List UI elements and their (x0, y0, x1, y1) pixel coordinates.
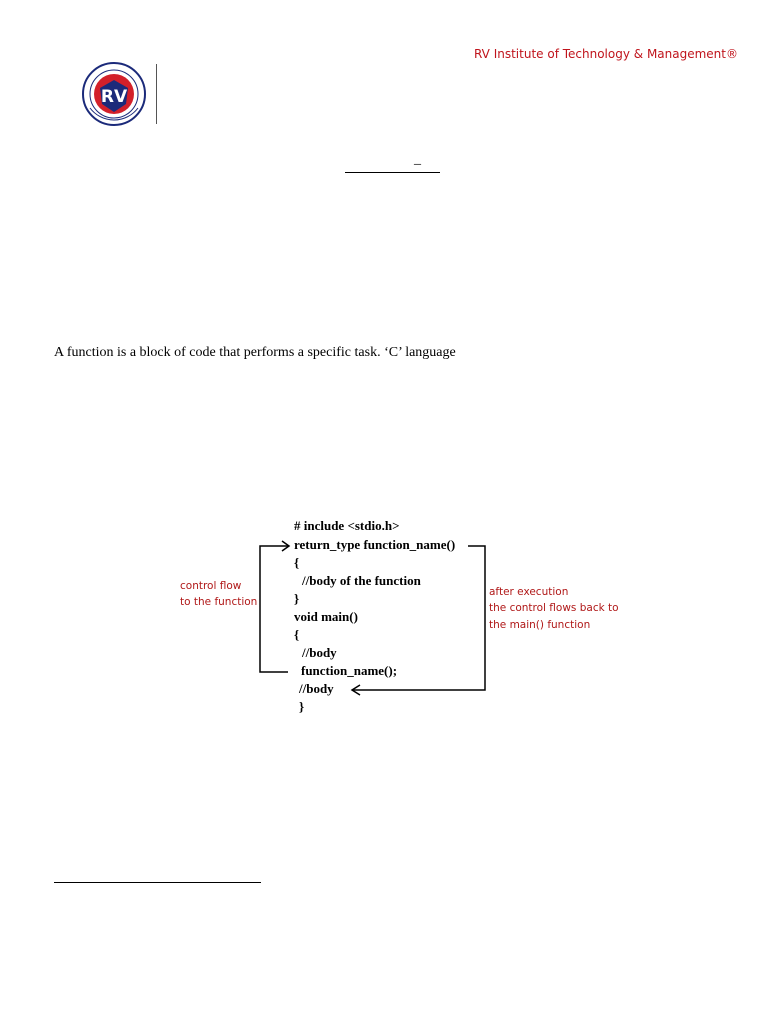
code-line-main-close-brace: } (299, 699, 305, 714)
intro-paragraph: A function is a block of code that performs a specific task. ‘C’ language (54, 345, 456, 360)
institute-name: RV Institute of Technology & Management® (474, 47, 738, 61)
right-note-line-2: the control flows back to (489, 602, 619, 614)
code-line-main-open-brace: { (294, 627, 300, 642)
code-line-main: void main() (294, 609, 358, 624)
right-note-line-3: the main() function (489, 619, 591, 631)
code-line-include: # include <stdio.h> (294, 518, 400, 533)
title-dash: _ (414, 152, 421, 167)
logo-divider (156, 64, 157, 124)
svg-text:RV: RV (100, 87, 128, 107)
code-line-close-brace: } (294, 591, 300, 606)
footnote-rule (54, 882, 261, 883)
left-note-line-2: to the function (180, 596, 258, 608)
code-line-open-brace: { (294, 555, 300, 570)
rv-logo (76, 60, 176, 132)
right-note-line-1: after execution (489, 586, 569, 598)
code-line-body-comment: //body of the function (302, 573, 421, 588)
title-underline (345, 172, 440, 173)
left-note-line-1: control flow (180, 580, 242, 592)
code-line-call: function_name(); (301, 663, 398, 678)
function-flow-diagram (170, 510, 640, 720)
code-line-main-body-2: //body (299, 681, 334, 696)
code-line-main-body: //body (302, 645, 337, 660)
code-line-signature: return_type function_name() (294, 537, 456, 552)
